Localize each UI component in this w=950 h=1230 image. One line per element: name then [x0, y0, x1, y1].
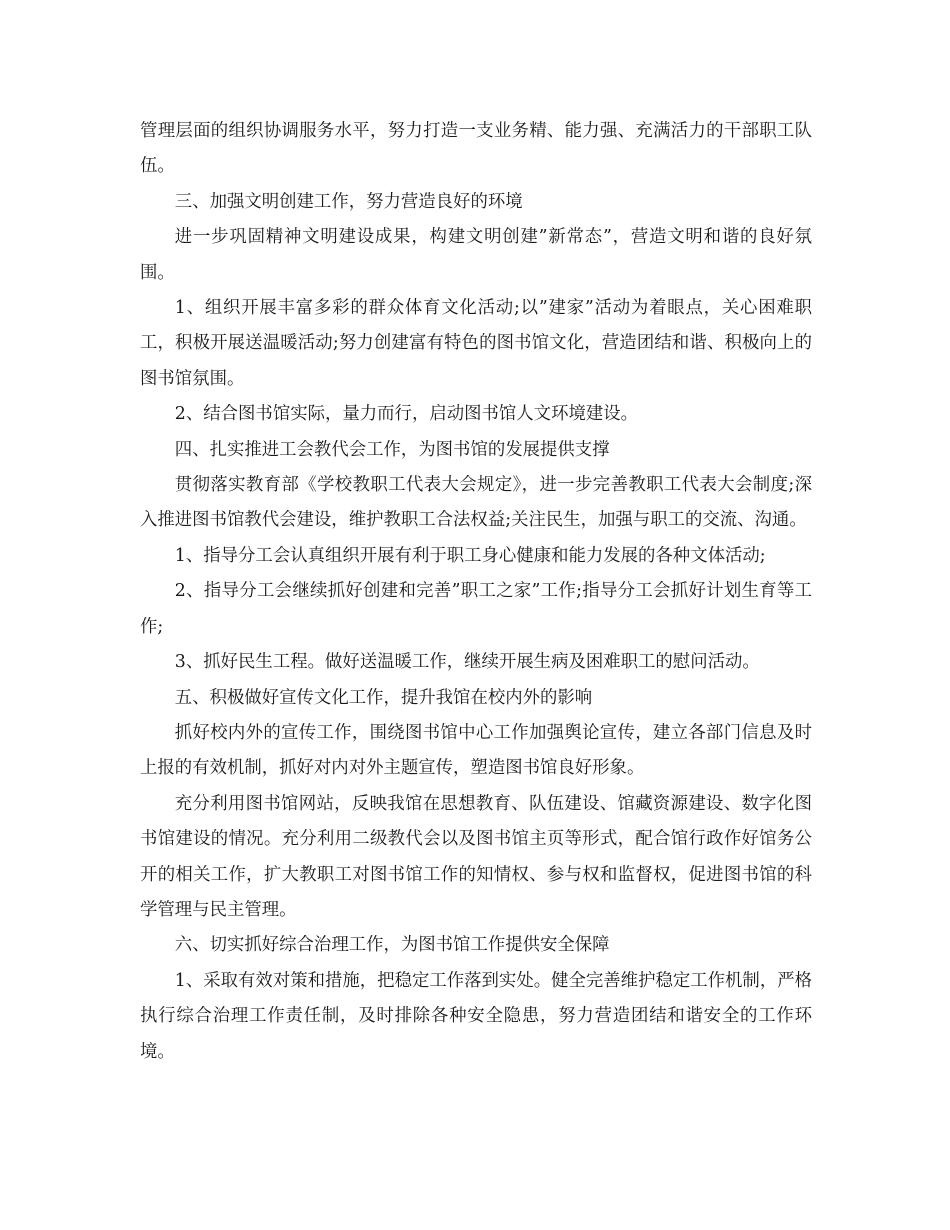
paragraph-13: 充分利用图书馆网站，反映我馆在思想教育、队伍建设、馆藏资源建设、数字化图书馆建设的情况。充分利用二级教代会以及图书馆主页等形式，配合馆行政作好馆务公开的相关工作，扩大教职工对图书馆工作的知情权、参与权和监督权，促进图书馆的科学管理与民主管理。: [140, 793, 812, 920]
paragraph-9: 2、指导分工会继续抓好创建和完善”职工之家”工作;指导分工会抓好计划生育等工作;: [140, 581, 812, 637]
document-body: [140, 114, 812, 1070]
section-heading-6: 六、切实抓好综合治理工作，为图书馆工作提供安全保障: [174, 935, 610, 956]
section-heading-5: 五、积极做好宣传文化工作，提升我馆在校内外的影响: [174, 687, 593, 708]
section-heading-3: 三、加强文明创建工作，努力营造良好的环境: [174, 191, 523, 212]
section-heading-4: 四、扎实推进工会教代会工作，为图书馆的发展提供支撑: [174, 439, 610, 460]
paragraph-10: 3、抓好民生工程。做好送温暖工作，继续开展生病及困难职工的慰问活动。: [174, 652, 760, 673]
paragraph-7: 贯彻落实教育部《学校教职工代表大会规定》，进一步完善教职工代表大会制度;深入推进图书馆教代会建设，维护教职工合法权益;关注民生，加强与职工的交流、沟通。: [140, 475, 812, 531]
paragraph-4: 1、组织开展丰富多彩的群众体育文化活动;以”建家”活动为着眼点，关心困难职工，积极开展送温暖活动;努力创建富有特色的图书馆文化，营造团结和谐、积极向上的图书馆氛围。: [140, 298, 812, 389]
paragraph-3: 进一步巩固精神文明建设成果，构建文明创建”新常态”，营造文明和谐的良好氛围。: [140, 227, 812, 283]
paragraph-5: 2、结合图书馆实际，量力而行，启动图书馆人文环境建设。: [174, 404, 639, 425]
paragraph-8: 1、指导分工会认真组织开展有利于职工身心健康和能力发展的各种文体活动;: [174, 545, 766, 566]
paragraph-15: 1、采取有效对策和措施，把稳定工作落到实处。健全完善维护稳定工作机制，严格执行综合治理工作责任制，及时排除各种安全隐患，努力营造团结和谐安全的工作环境。: [140, 970, 812, 1062]
paragraph-12: 抓好校内外的宣传工作，围绕图书馆中心工作加强舆论宣传，建立各部门信息及时上报的有效机制，抓好对内对外主题宣传，塑造图书馆良好形象。: [140, 722, 812, 779]
paragraph-1: 管理层面的组织协调服务水平，努力打造一支业务精、能力强、充满活力的干部职工队伍。: [140, 121, 812, 177]
